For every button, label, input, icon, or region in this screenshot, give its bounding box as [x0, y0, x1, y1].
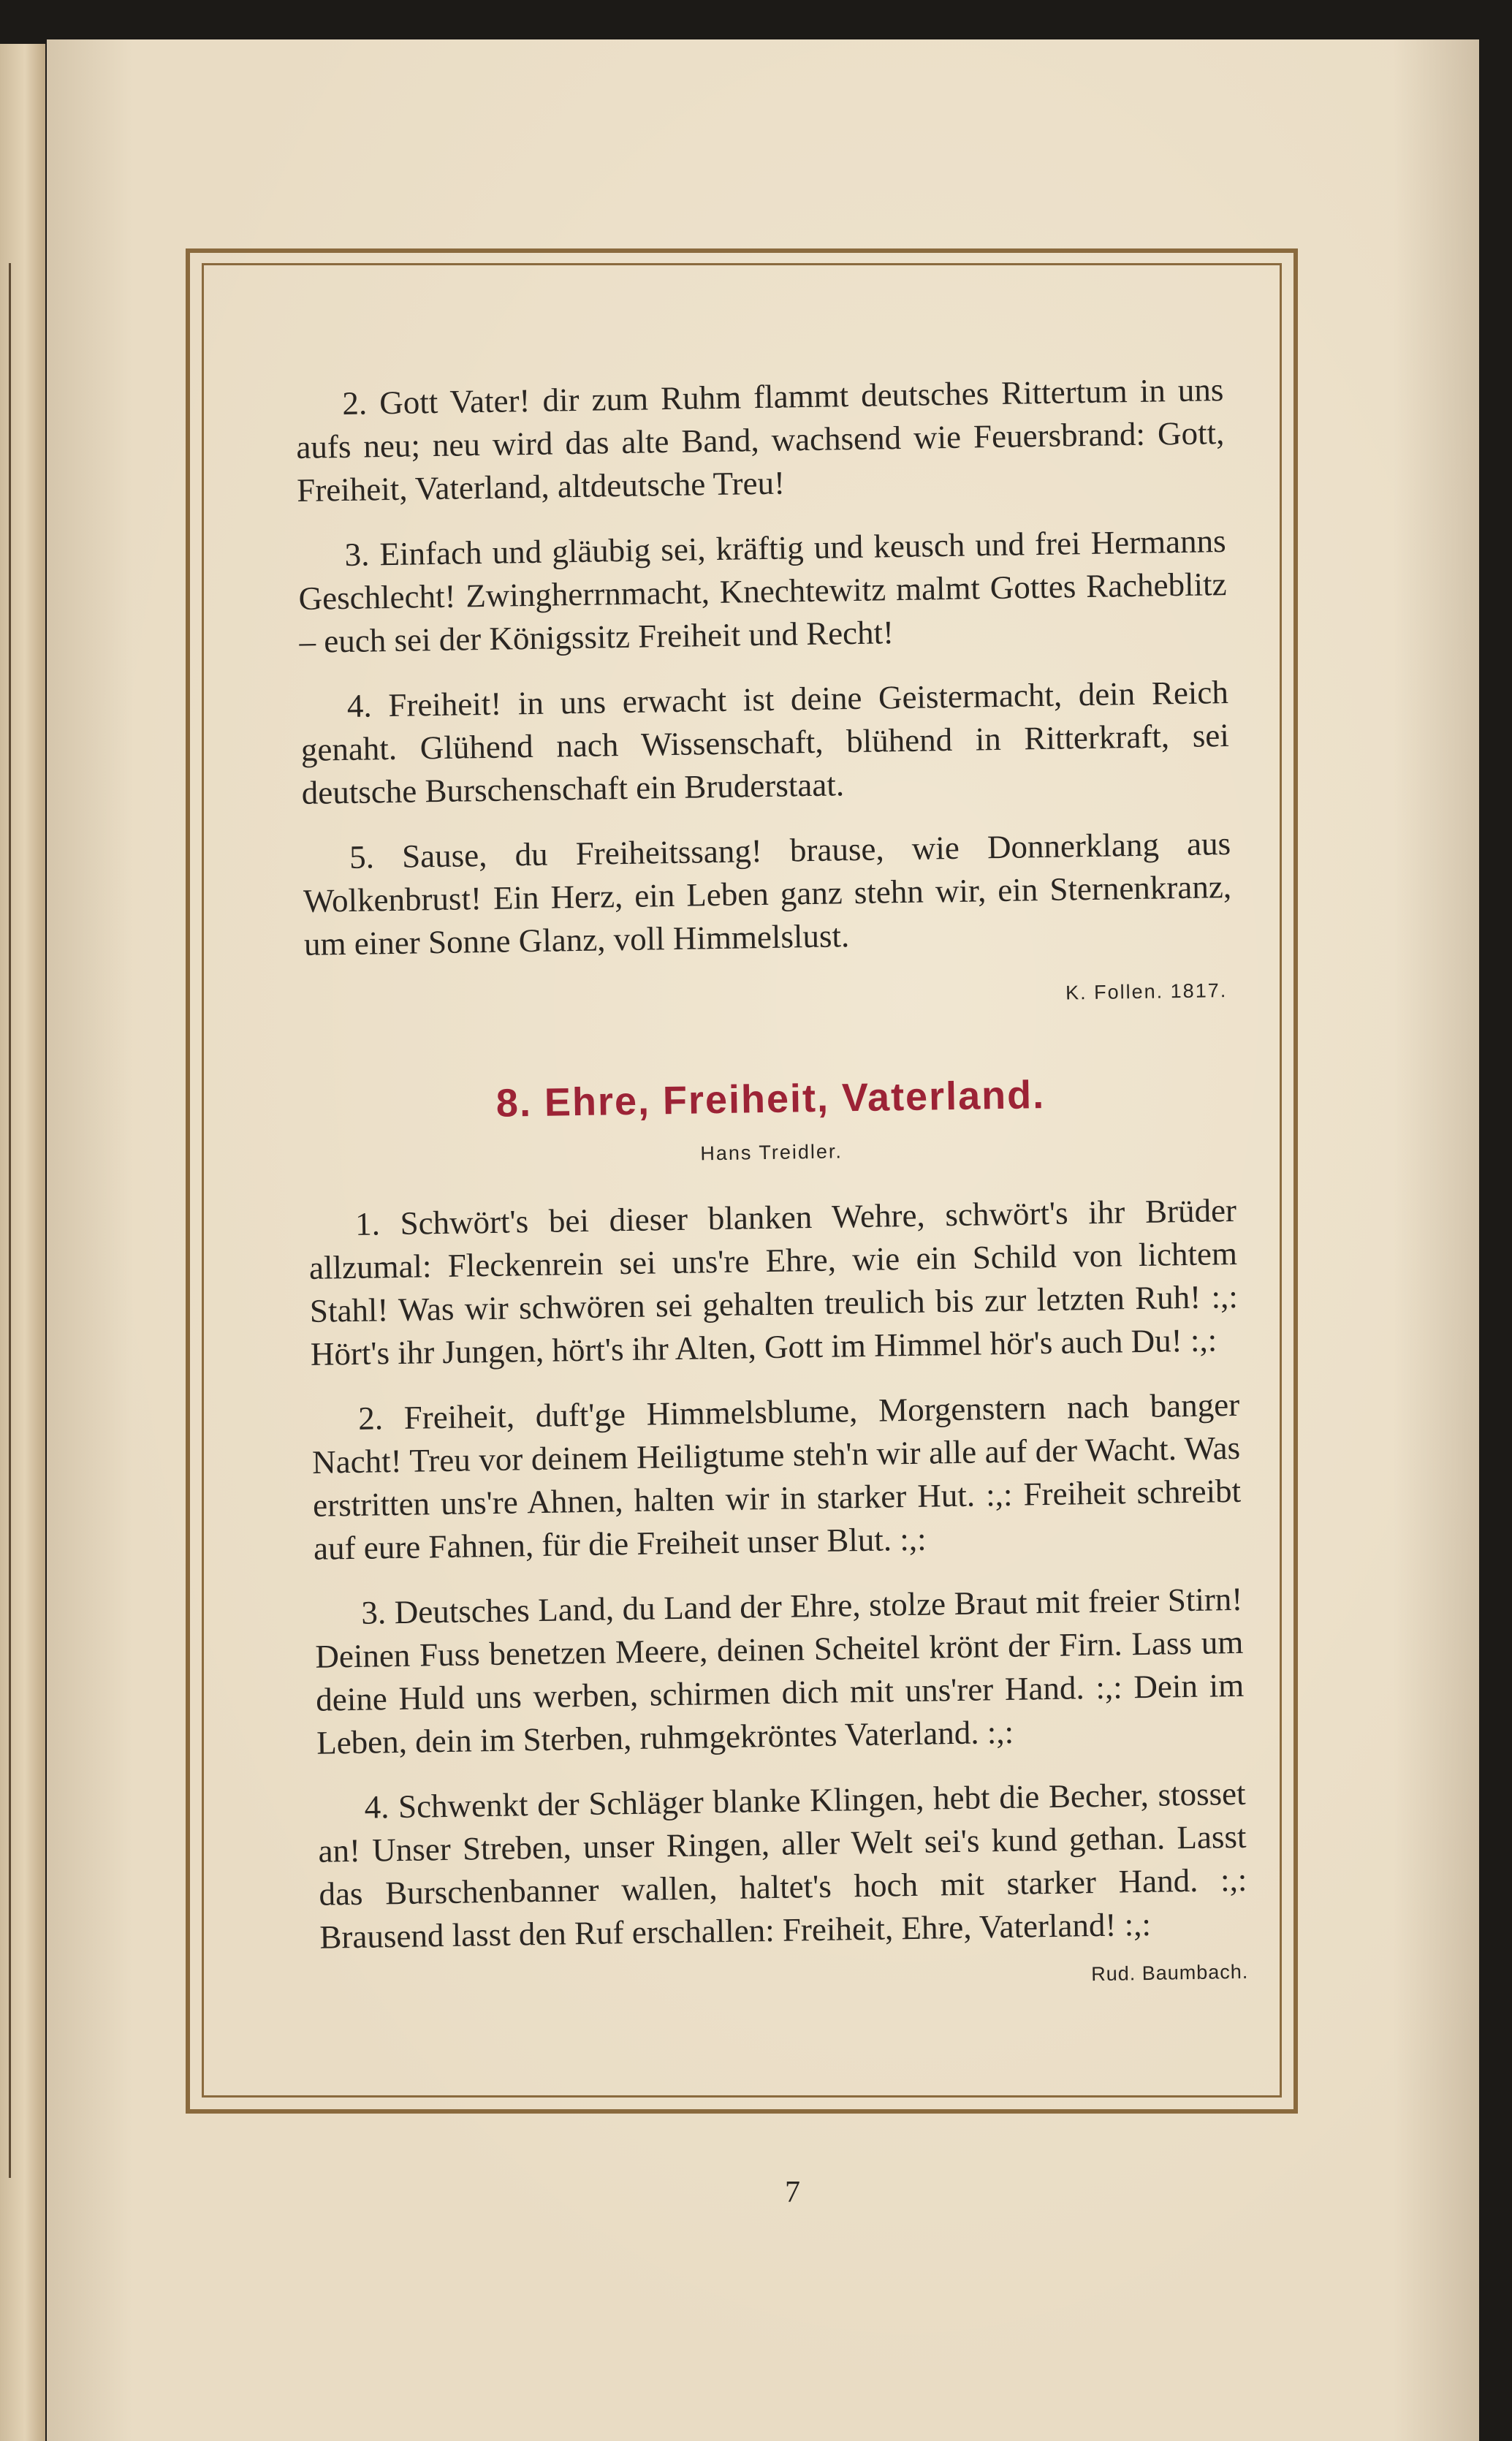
- page-content: [295, 368, 1249, 2008]
- poem2-stanza-3: 3. Deutsches Land, du Land der Ehre, stolze Braut mit freier Stirn! Deinen Fuss benetzen Meere, deinen Scheitel krönt der Firn. Lass um deine Huld uns werben, schirmen dich mit uns'rer Hand. :,: Dein im Leben, dein im Sterben, ruhmgekröntes Vaterland. :,:: [314, 1580, 1245, 1761]
- poem1-stanza-5: 5. Sause, du Freiheitssang! brause, wie Donnerklang aus Wolkenbrust! Ein Herz, ein Leben ganz stehn wir, ein Sternenkranz, um einer Sonne Glanz, voll Himmelslust.: [303, 824, 1232, 963]
- poem1-stanza-2: 2. Gott Vater! dir zum Ruhm flammt deutsches Rittertum in uns aufs neu; neu wird das alte Band, wachsend wie Feuersbrand: Gott, Freiheit, Vaterland, altdeutsche Treu!: [295, 371, 1225, 509]
- poem2-attribution: Rud. Baumbach.: [1090, 1960, 1249, 1986]
- previous-page-frame-line: [9, 263, 11, 2178]
- poem2-stanza-4: [317, 1772, 1249, 1986]
- page-number: 7: [785, 2176, 800, 2209]
- previous-page-edge: [0, 44, 45, 2441]
- poem1-stanza-3: 3. Einfach und gläubig sei, kräftig und keusch und frei Hermanns Geschlecht! Zwingherrnmacht, Knechtewitz malmt Gottes Racheblitz – euch sei der Königssitz Freiheit und Recht!: [298, 523, 1227, 660]
- poem1-stanza-4: 4. Freiheit! in uns erwacht ist deine Geistermacht, dein Reich genaht. Glühend nach Wissenschaft, blühend in Ritterkraft, sei deutsche Burschenschaft ein Bruderstaat.: [300, 674, 1230, 811]
- song-title: 8. Ehre, Freiheit, Vaterland.: [495, 1073, 1046, 1125]
- song-composer: Hans Treidler.: [700, 1140, 843, 1165]
- poem1-attribution: K. Follen. 1817.: [1065, 979, 1228, 1004]
- poem2-stanza-2: 2. Freiheit, duft'ge Himmelsblume, Morgenstern nach banger Nacht! Treu vor deinem Heiligtume steh'n wir alle auf der Wacht. Was erstritten uns're Ahnen, halten wir in starker Hut. :,: Freiheit schreibt auf eure Fahnen, für die Freiheit unser Blut. :,:: [311, 1386, 1242, 1567]
- poem2-stanza-4-text: 4. Schwenkt der Schläger blanke Klingen, hebt die Becher, stosset an! Unser Streben, unser Ringen, aller Welt sei's kund gethan. Lasst das Burschenbanner wallen, haltet's hoch mit starker Hand. :,: Brausend lasst den Ruf erschallen: Freiheit, Ehre, Vaterland! :,:: [318, 1774, 1247, 1956]
- book-page: [47, 39, 1479, 2441]
- poem2-stanza-1: 1. Schwört's bei dieser blanken Wehre, schwört's ihr Brüder allzumal: Fleckenrein sei uns're Ehre, wie ein Schild von lichtem Stahl! Was wir schwören sei gehalten treulich bis zur letzten Ruh! :,: Hört's ihr Jungen, hört's ihr Alten, Gott im Himmel hör's auch Du! :,:: [308, 1191, 1239, 1373]
